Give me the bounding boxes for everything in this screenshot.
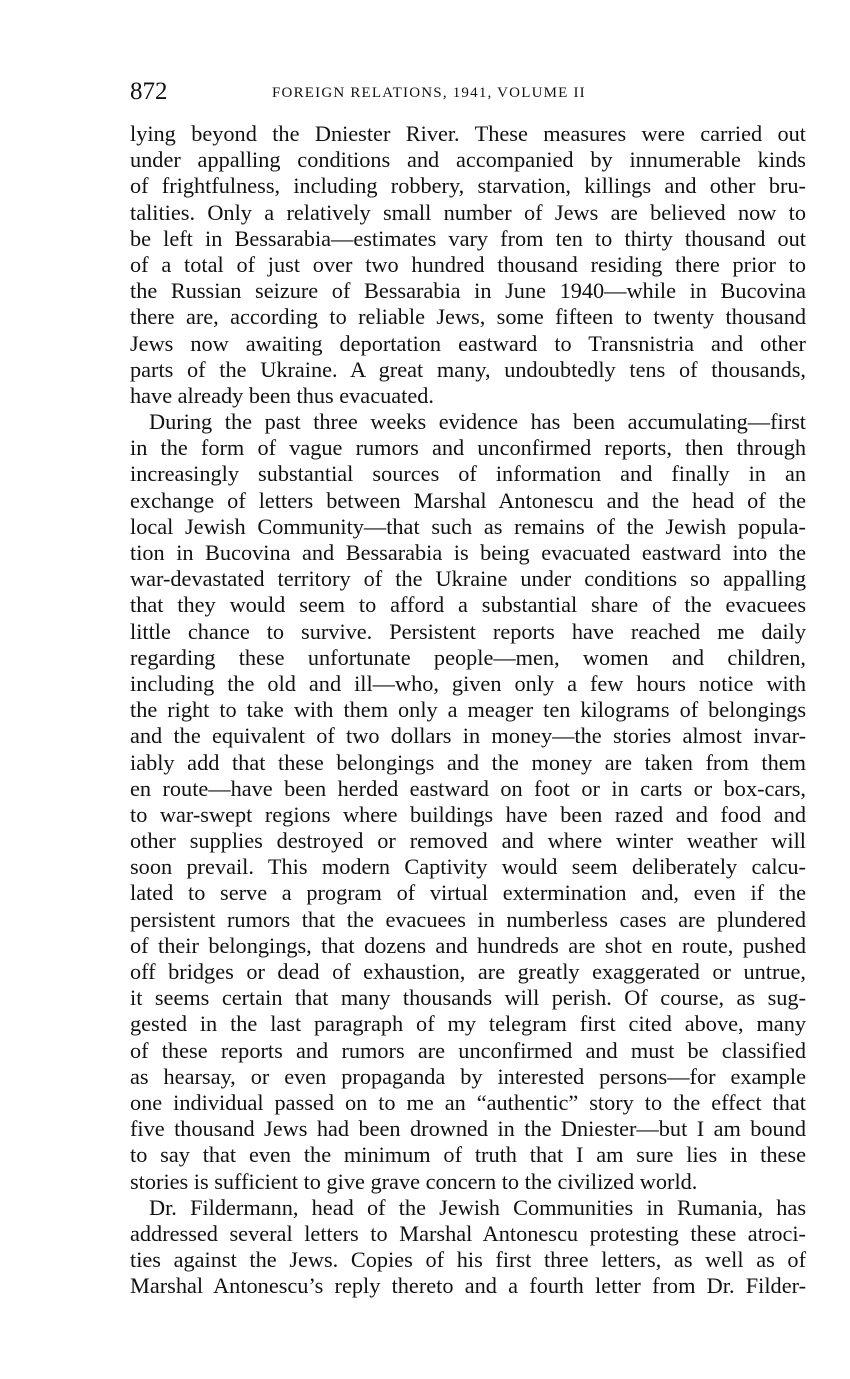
text-line: tion in Bucovina and Bessarabia is being evacuated eastward into the [130, 540, 806, 565]
text-line: including the old and ill—who, given only a few hours notice with [130, 670, 806, 696]
text-line: increasingly substantial sources of information and finally in an [130, 461, 806, 487]
text-line: Dr. Fildermann, head of the Jewish Communities in Rumania, has [149, 1194, 806, 1220]
text-line: to war-swept regions where buildings have been razed and food and [130, 801, 806, 827]
running-title: FOREIGN RELATIONS, 1941, VOLUME II [272, 85, 586, 101]
text-line: five thousand Jews had been drowned in the Dniester—but I am bound [130, 1116, 806, 1142]
text-line: it seems certain that many thousands will perish. Of course, as sug- [130, 985, 806, 1011]
text-line: and the equivalent of two dollars in money—the stories almost invar- [130, 723, 806, 749]
text-line: be left in Bessarabia—estimates vary from ten to thirty thousand out [130, 225, 806, 251]
text-line: in the form of vague rumors and unconfirmed reports, then through [130, 435, 806, 461]
text-line: ties against the Jews. Copies of his first three letters, as well as of [130, 1247, 806, 1273]
text-line: to say that even the minimum of truth that I am sure lies in these [130, 1142, 806, 1168]
paragraph [130, 121, 806, 409]
text-line: stories is sufficient to give grave concern to the civilized world. [130, 1168, 698, 1194]
text-line: of frightfulness, including robbery, starvation, killings and other bru- [130, 173, 806, 199]
running-head [130, 78, 806, 110]
text-line: as hearsay, or even propaganda by interested persons—for example [130, 1063, 806, 1089]
text-line: off bridges or dead of exhaustion, are greatly exaggerated or untrue, [130, 959, 806, 984]
text-line: under appalling conditions and accompanied by innumerable kinds [130, 147, 806, 173]
text-line: of their belongings, that dozens and hundreds are shot en route, pushed [130, 932, 806, 958]
text-line: of a total of just over two hundred thousand residing there prior to [130, 251, 806, 277]
text-line: talities. Only a relatively small number of Jews are believed now to [130, 199, 806, 225]
text-line: iably add that these belongings and the money are taken from them [130, 749, 806, 775]
text-line: exchange of letters between Marshal Antonescu and the head of the [130, 487, 806, 513]
text-line: the Russian seizure of Bessarabia in June 1940—while in Bucovina [130, 278, 806, 304]
text-line: addressed several letters to Marshal Antonescu protesting these atroci- [130, 1220, 806, 1246]
text-line: lying beyond the Dniester River. These measures were carried out [130, 121, 806, 146]
text-line: During the past three weeks evidence has been accumulating—first [149, 409, 806, 435]
text-line: persistent rumors that the evacuees in numberless cases are plundered [130, 906, 806, 932]
text-line: that they would seem to afford a substantial share of the evacuees [130, 592, 806, 618]
text-line: parts of the Ukraine. A great many, undoubtedly tens of thousands, [130, 356, 806, 382]
paragraph [130, 409, 806, 1195]
text-line: Jews now awaiting deportation eastward to Transnistria and other [130, 330, 806, 356]
text-line: other supplies destroyed or removed and where winter weather will [130, 828, 806, 854]
text-line: local Jewish Community—that such as remains of the Jewish popula- [130, 513, 806, 539]
paragraph [130, 1195, 806, 1300]
text-line: have already been thus evacuated. [130, 382, 434, 408]
text-line: regarding these unfortunate people—men, women and children, [130, 644, 806, 670]
text-line: one individual passed on to me an “authentic” story to the effect that [130, 1089, 806, 1115]
text-line: war-devastated territory of the Ukraine under conditions so appalling [130, 566, 806, 592]
text-line: lated to serve a program of virtual extermination and, even if the [130, 880, 806, 906]
text-line: soon prevail. This modern Captivity would seem deliberately calcu- [130, 854, 806, 880]
text-line: gested in the last paragraph of my telegram first cited above, many [130, 1011, 806, 1037]
text-line: the right to take with them only a meager ten kilograms of belongings [130, 697, 806, 723]
text-line: en route—have been herded eastward on foot or in carts or box-cars, [130, 775, 806, 801]
body-text [130, 121, 806, 1299]
text-line: of these reports and rumors are unconfirmed and must be classified [130, 1037, 806, 1063]
text-line: little chance to survive. Persistent reports have reached me daily [130, 618, 806, 644]
page-number: 872 [130, 78, 168, 105]
text-line: Marshal Antonescu’s reply thereto and a fourth letter from Dr. Filder- [130, 1273, 806, 1299]
text-line: there are, according to reliable Jews, some fifteen to twenty thousand [130, 304, 806, 330]
